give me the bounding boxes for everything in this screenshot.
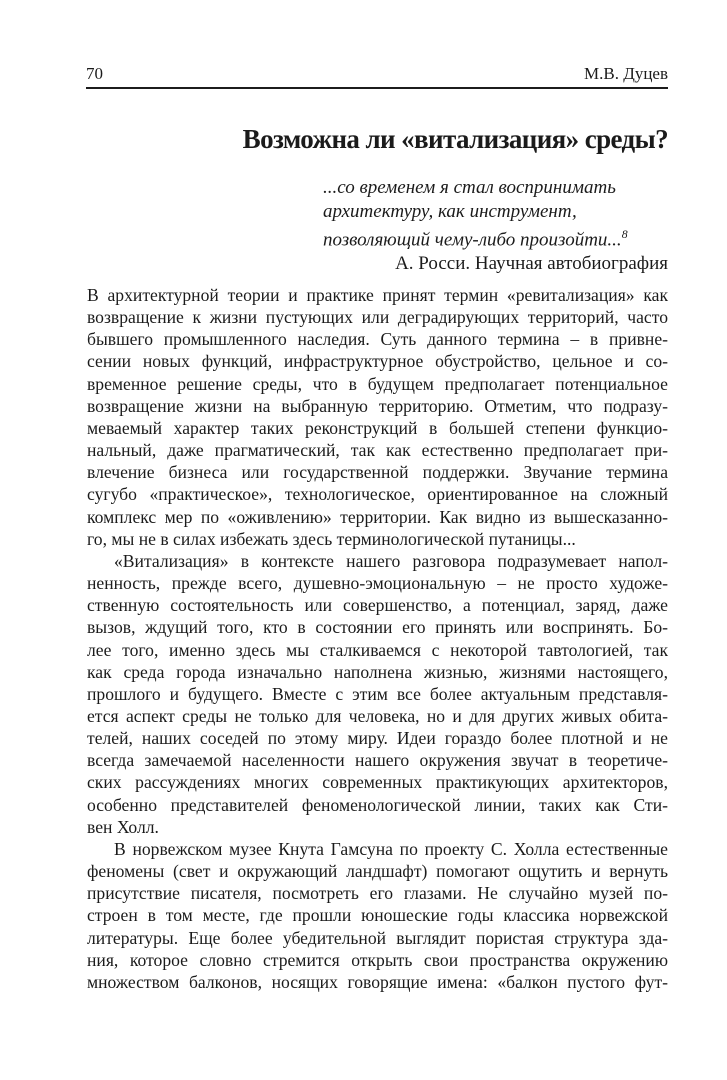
epigraph-attribution: А. Росси. Научная автобиография — [395, 253, 668, 275]
text-line: всегда замечаемой населенности нашего окружения звучат в теоретиче- — [87, 750, 668, 771]
text-line: присутствие писателя, посмотреть его глазами. Не случайно музей по- — [87, 883, 668, 904]
text-line: ется аспект среды не только для человека, но и для других живых обита- — [87, 705, 668, 726]
article-title: Возможна ли «витализация» среды? — [242, 124, 668, 154]
text-line: как среда города изначально наполнена жизнью, жизнями настоящего, — [87, 661, 668, 682]
epigraph-line — [323, 223, 668, 252]
running-header — [86, 64, 668, 89]
body-paragraph — [87, 838, 668, 993]
text-line: го, мы не в силах избежать здесь терминологической путаницы... — [87, 528, 576, 549]
epigraph-line: ...со временем я стал воспринимать — [323, 177, 616, 198]
text-line: возвращение жизни на выбранную территорию. Отметим, что подразу- — [87, 395, 668, 416]
text-line: возвращение к жизни пустующих или деградирующих территорий, часто — [87, 307, 668, 328]
text-line: бывшего промышленного наследия. Суть данного термина – в привне- — [87, 329, 668, 350]
text-line: прошлого и будущего. Вместе с этим все более актуальным представля- — [87, 683, 668, 704]
running-header-author: М.В. Дуцев — [584, 64, 668, 83]
text-line: ненность, прежде всего, душевно-эмоциональную – не просто художе- — [87, 573, 668, 594]
epigraph-line-text: позволяющий чему-либо произойти... — [323, 229, 622, 251]
epigraph — [323, 176, 668, 276]
text-line: влечение бизнеса или государственной поддержки. Звучание термина — [87, 462, 668, 483]
page-number: 70 — [86, 64, 103, 83]
text-line: временное решение среды, что в будущем предполагает потенциальное — [87, 373, 668, 394]
body-text — [87, 284, 668, 993]
text-line: ния, которое словно стремится открыть свои пространства окружению — [87, 949, 668, 970]
text-line: нальный, даже прагматический, так как естественно предполагает при- — [87, 440, 668, 461]
text-line: В архитектурной теории и практике принят термин «ревитализация» как — [87, 285, 668, 305]
text-line: «Витализация» в контексте нашего разговора подразумевает напол- — [114, 550, 668, 571]
text-line: вен Холл. — [87, 816, 159, 837]
text-line: лее того, именно здесь мы сталкиваемся с некоторой тавтологией, так — [87, 639, 668, 660]
text-line: литературы. Еще более убедительной выглядит пористая структура зда- — [87, 927, 668, 948]
text-line: меваемый характер таких реконструкций в большей степени функцио- — [87, 417, 668, 438]
text-line: ских рассуждениях многих современных практикующих архитекторов, — [87, 772, 668, 793]
text-line: строен в том месте, где прошли юношеские годы классика норвежской — [87, 905, 668, 926]
text-line: телей, наших соседей по этому миру. Идеи гораздо более плотной и не — [87, 728, 668, 749]
text-line: множеством балконов, носящих говорящие имена: «балкон пустого фут- — [87, 971, 668, 992]
text-line: комплекс мер по «оживлению» территории. Как видно из вышесказанно- — [87, 506, 668, 527]
body-paragraph — [87, 284, 668, 550]
text-line: особенно представителей феноменологической линии, таких как Сти- — [87, 794, 668, 815]
text-line: сугубо «практическое», технологическое, ориентированное на сложный — [87, 484, 668, 505]
body-paragraph — [87, 550, 668, 838]
epigraph-line: архитектуру, как инструмент, — [323, 200, 577, 222]
text-line: феномены (свет и окружающий ландшафт) помогают ощутить и вернуть — [87, 861, 668, 882]
footnote-marker: 8 — [621, 228, 628, 242]
text-line: В норвежском музее Кнута Гамсуна по проекту С. Холла естественные — [114, 838, 668, 859]
text-line: сении новых функций, инфраструктурное обустройство, цельное и со- — [87, 351, 668, 372]
text-line: ственную состоятельность или совершенство, а потенциал, заряд, даже — [87, 595, 668, 616]
text-line: вызов, ждущий того, кто в состоянии его принять или воспринять. Бо- — [87, 617, 668, 638]
